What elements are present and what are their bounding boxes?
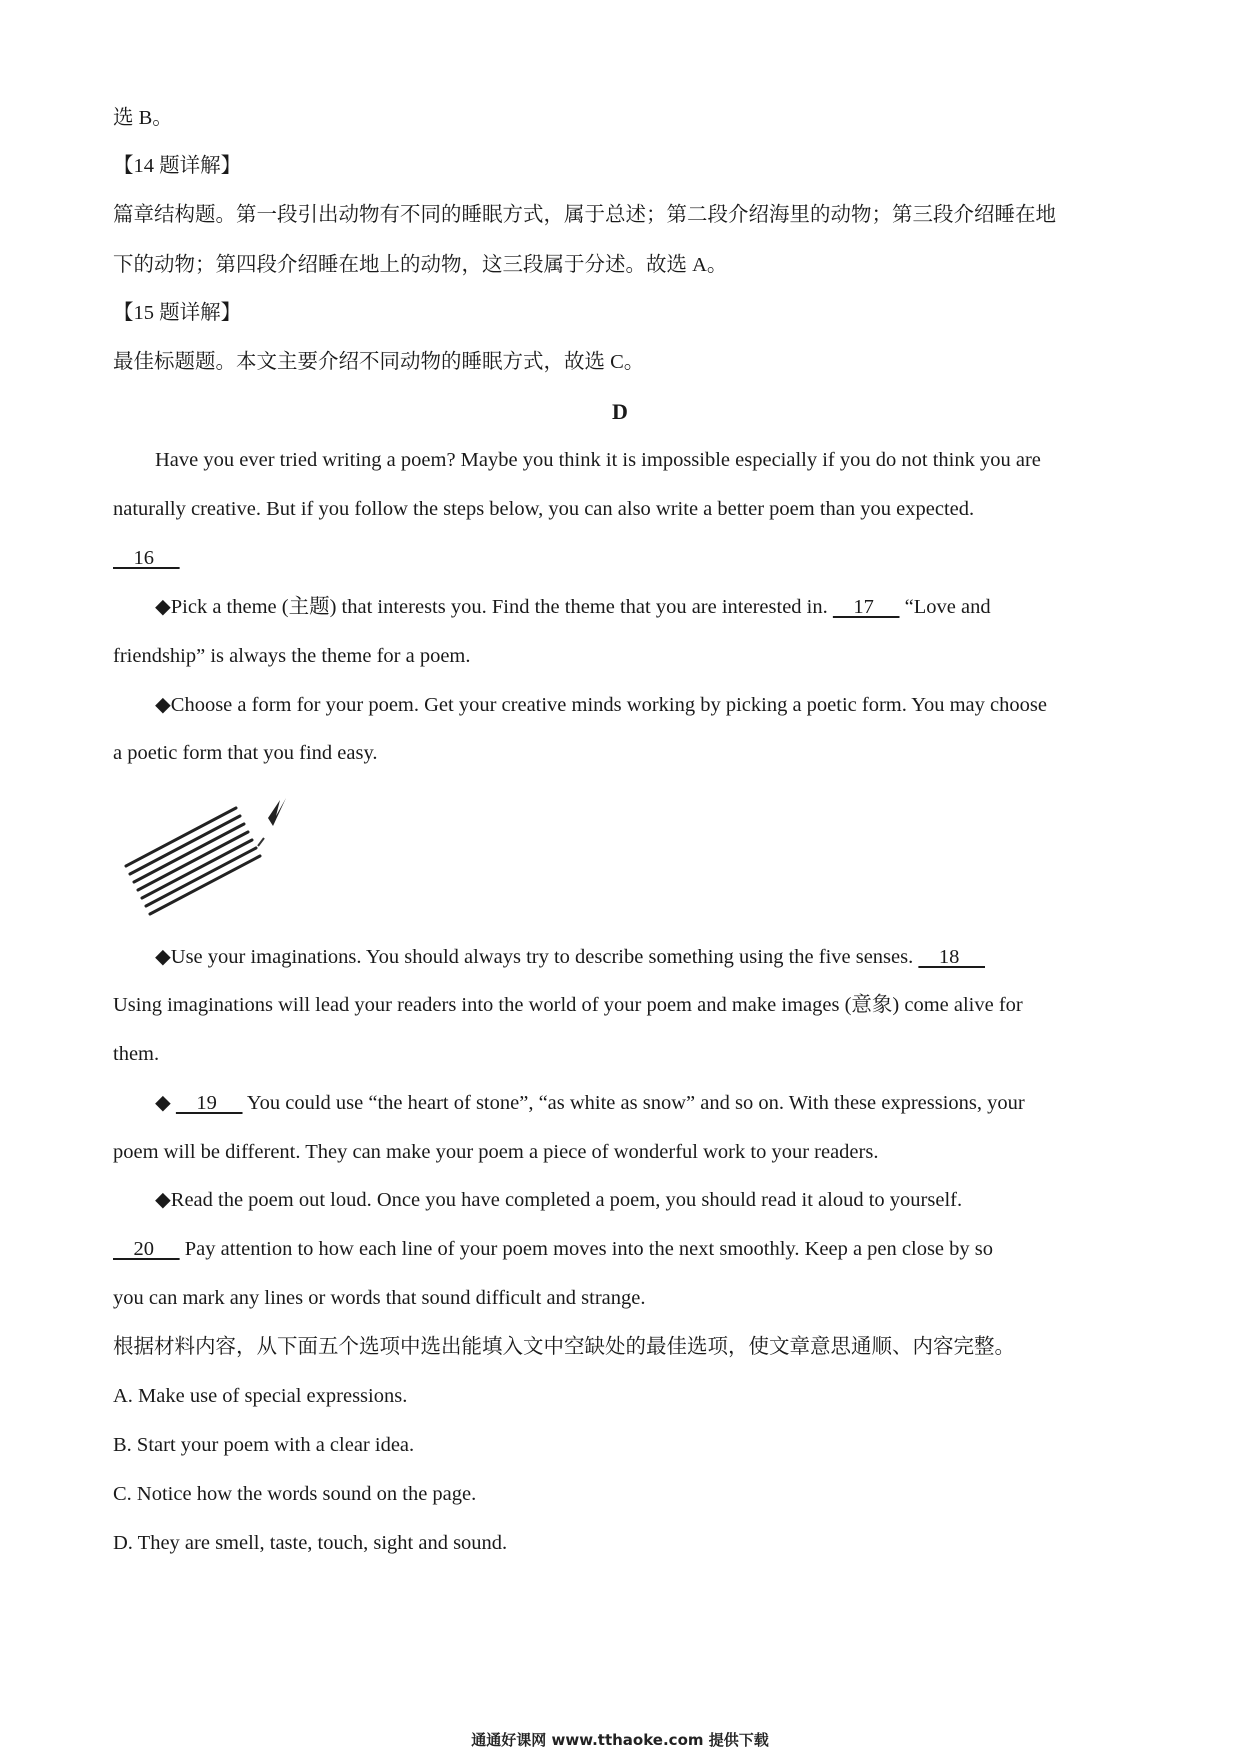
bullet: ◆ <box>155 1092 176 1114</box>
passage-line <box>155 1088 1025 1118</box>
passage-line: naturally creative. But if you follow the steps below, you can also write a better poem than you expected. <box>113 498 975 520</box>
passage-text: ◆Use your imaginations. You should always try to describe something using the five senses. <box>155 946 919 968</box>
blank-16-label: 16 <box>113 547 180 569</box>
passage-line: poem will be different. They can make your poem a piece of wonderful work to your readers. <box>113 1141 879 1163</box>
passage-line: a poetic form that you find easy. <box>113 742 378 764</box>
answer-text-line: 最佳标题题。本文主要介绍不同动物的睡眠方式，故选 C。 <box>113 351 645 373</box>
section-title: D <box>612 399 628 424</box>
passage-line: Using imaginations will lead your readers into the world of your poem and make images (意象) come alive for <box>113 994 1023 1016</box>
blank-17: 17 <box>832 596 900 618</box>
answer-text-line: 下的动物；第四段介绍睡在地上的动物，这三段属于分述。故选 A。 <box>113 254 728 276</box>
passage-line <box>113 1234 993 1264</box>
passage-line: you can mark any lines or words that sound difficult and strange. <box>113 1287 646 1309</box>
blank-20: 20 <box>113 1238 180 1260</box>
passage-line <box>155 942 985 972</box>
blank-18: 18 <box>918 946 985 968</box>
option-d: D. They are smell, taste, touch, sight and sound. <box>113 1532 508 1554</box>
option-c: C. Notice how the words sound on the page. <box>113 1483 477 1505</box>
blank-19: 19 <box>175 1092 243 1114</box>
option-a: A. Make use of special expressions. <box>113 1385 408 1407</box>
question-14-heading: 【14 题详解】 <box>113 155 242 177</box>
passage-text: “Love and <box>899 596 991 618</box>
passage-line: ◆Read the poem out loud. Once you have completed a poem, you should read it aloud to yourself. <box>155 1189 963 1211</box>
passage-line: ◆Choose a form for your poem. Get your creative minds working by picking a poetic form. You may choose <box>155 694 1047 716</box>
blank-16 <box>113 543 180 573</box>
page-footer: 通通好课网 www.tthaoke.com 提供下载 <box>471 1731 769 1749</box>
writing-lines-pen-illustration <box>118 796 298 916</box>
passage-text: ◆Pick a theme (主题) that interests you. Find the theme that you are interested in. <box>155 596 833 618</box>
answer-text-line: 篇章结构题。第一段引出动物有不同的睡眠方式，属于总述；第二段介绍海里的动物；第三段介绍睡在地 <box>113 204 1056 226</box>
passage-line: them. <box>113 1043 160 1065</box>
passage-line <box>155 592 991 622</box>
option-b: B. Start your poem with a clear idea. <box>113 1434 415 1456</box>
passage-text: You could use “the heart of stone”, “as white as snow” and so on. With these expressions, your <box>242 1092 1025 1114</box>
question-15-heading: 【15 题详解】 <box>113 302 242 324</box>
passage-text: Pay attention to how each line of your poem moves into the next smoothly. Keep a pen close by so <box>179 1238 993 1260</box>
passage-line: friendship” is always the theme for a poem. <box>113 645 471 667</box>
answer-text-line: 选 B。 <box>113 107 173 129</box>
passage-line: Have you ever tried writing a poem? Maybe you think it is impossible especially if you do not think you are <box>155 449 1041 471</box>
instruction: 根据材料内容，从下面五个选项中选出能填入文中空缺处的最佳选项，使文章意思通顺、内容完整。 <box>113 1336 1015 1358</box>
